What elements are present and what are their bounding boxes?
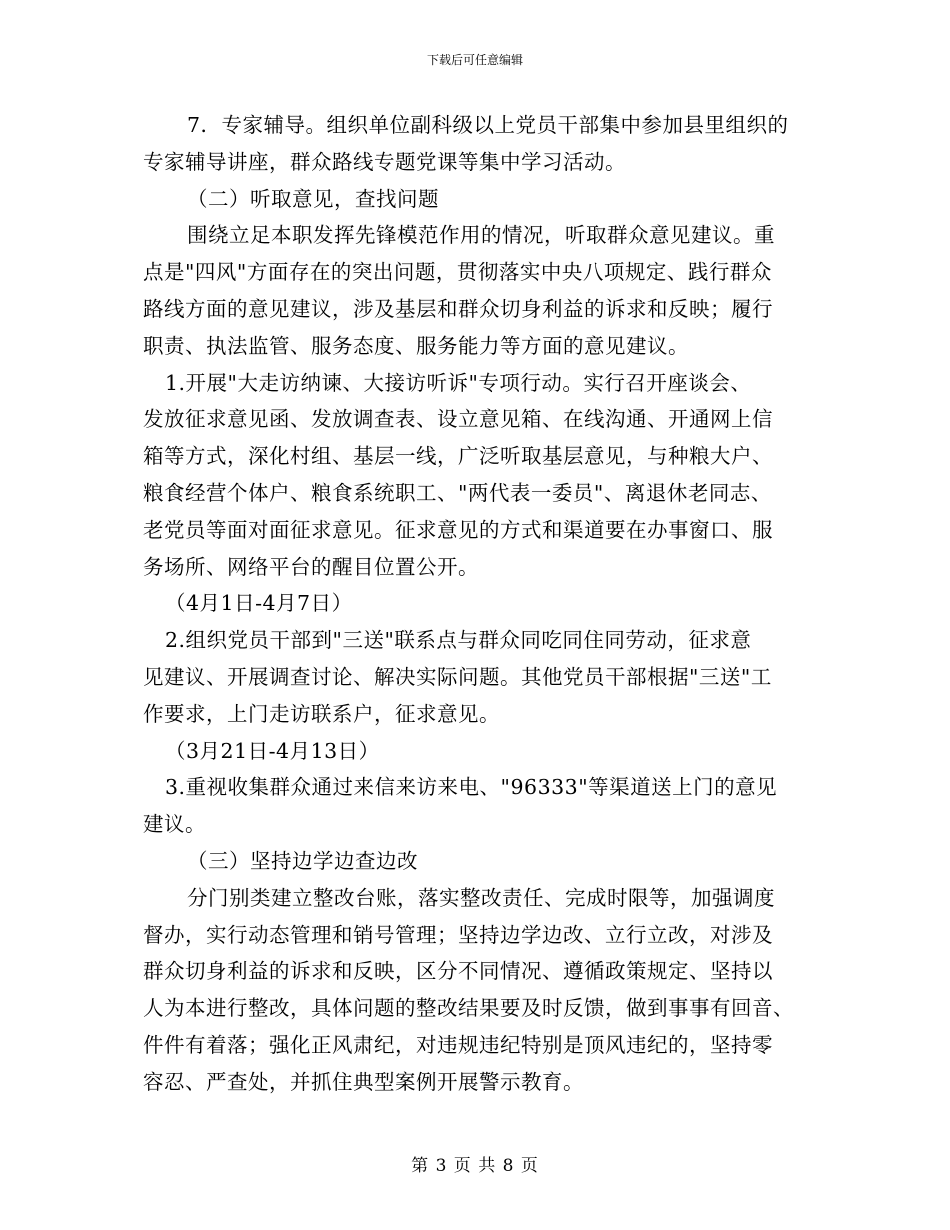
body-line: 作要求，上门走访联系户，征求意见。 xyxy=(143,701,500,726)
body-line: 路线方面的意见建议，涉及基层和群众切身利益的诉求和反映；履行 xyxy=(143,296,773,321)
body-line: 建议。 xyxy=(143,812,206,837)
body-line: 分门别类建立整改台账，落实整改责任、完成时限等，加强调度 xyxy=(187,885,775,910)
body-line: 容忍、严查处，并抓住典型案例开展警示教育。 xyxy=(143,1069,584,1094)
body-line: 点是"四风"方面存在的突出问题，贯彻落实中央八项规定、践行群众 xyxy=(143,260,772,285)
body-line: 专家辅导讲座，群众路线专题党课等集中学习活动。 xyxy=(143,149,626,174)
body-line: 督办，实行动态管理和销号管理；坚持边学边改、立行立改，对涉及 xyxy=(143,922,773,947)
body-line: 2.组织党员干部到"三送"联系点与群众同吃同住同劳动，征求意 xyxy=(165,628,752,653)
body-line: 3.重视收集群众通过来信来访来电、"96333"等渠道送上门的意见 xyxy=(165,775,778,800)
body-line: 围绕立足本职发挥先锋模范作用的情况，听取群众意见建议。重 xyxy=(187,223,775,248)
body-line: 人为本进行整改，具体问题的整改结果要及时反馈，做到事事有回音、 xyxy=(143,996,794,1021)
section-heading: （三）坚持边学边查边改 xyxy=(187,848,418,873)
date-range: （4月1日-4月7日） xyxy=(165,591,353,616)
body-line: 见建议、开展调查讨论、解决实际问题。其他党员干部根据"三送"工 xyxy=(143,664,772,689)
date-range: （3月21日-4月13日） xyxy=(165,738,380,763)
body-line: 职责、执法监管、服务态度、服务能力等方面的意见建议。 xyxy=(143,333,689,358)
body-line: 1.开展"大走访纳谏、大接访听诉"专项行动。实行召开座谈会、 xyxy=(165,370,752,395)
body-line: 粮食经营个体户、粮食系统职工、"两代表一委员"、离退休老同志、 xyxy=(143,480,772,505)
body-line: 发放征求意见函、发放调查表、设立意见箱、在线沟通、开通网上信 xyxy=(143,407,773,432)
body-line: 箱等方式，深化村组、基层一线，广泛听取基层意见，与种粮大户、 xyxy=(143,444,773,469)
body-line: 7．专家辅导。组织单位副科级以上党员干部集中参加县里组织的 xyxy=(187,113,789,137)
section-heading: （二）听取意见，查找问题 xyxy=(187,186,439,211)
body-line: 件件有着落；强化正风肃纪，对违规违纪特别是顶风违纪的，坚持零 xyxy=(143,1032,773,1057)
body-line: 群众切身利益的诉求和反映，区分不同情况、遵循政策规定、坚持以 xyxy=(143,959,773,984)
page-header: 下载后可任意编辑 xyxy=(426,53,523,67)
body-line: 老党员等面对面征求意见。征求意见的方式和渠道要在办事窗口、服 xyxy=(143,517,773,542)
document-body xyxy=(143,110,811,1104)
page-number-footer: 第 3 页 共 8 页 xyxy=(411,1156,539,1176)
body-line: 务场所、网络平台的醒目位置公开。 xyxy=(143,554,479,579)
